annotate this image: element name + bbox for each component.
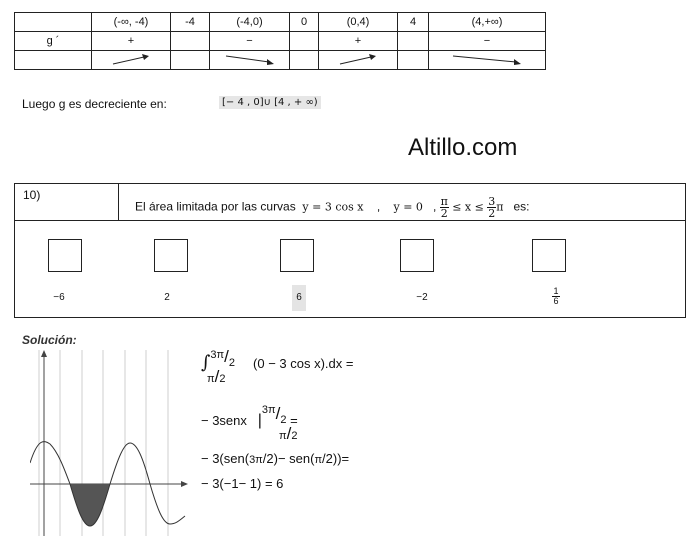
option-label-5: $\frac{1}{6}$	[553, 286, 559, 306]
separator-1: ,	[376, 199, 381, 214]
decreasing-interval: [− 4 , 0]∪ [4 , + ∞)	[219, 96, 321, 109]
antiderivative: − 3senx	[201, 413, 247, 428]
upper-limit-den: 2	[228, 357, 235, 369]
sign-cell-4	[290, 32, 319, 51]
option-checkbox-1[interactable]	[48, 239, 82, 272]
upper-bound-pi: π	[496, 200, 504, 214]
question-text	[135, 196, 529, 219]
question-number: 10)	[15, 184, 119, 220]
option-checkbox-5[interactable]	[532, 239, 566, 272]
sign-table-header-2: -4	[171, 13, 210, 32]
sign-table-header-3: (-4,0)	[210, 13, 290, 32]
upper-limit: 3π	[210, 349, 225, 361]
option-checkbox-4[interactable]	[400, 239, 434, 272]
sign-table-header-4: 0	[290, 13, 319, 32]
question-prefix: El área limitada por las curvas	[135, 199, 296, 214]
option-label-3: 6	[292, 285, 306, 311]
lower-bound-fraction: $\frac{\pi}{2}$	[440, 195, 448, 220]
derivative-label: g ´	[15, 32, 92, 51]
arrow-empty-3	[398, 51, 429, 70]
option-label-1: −6	[53, 292, 65, 303]
option-checkbox-3[interactable]	[280, 239, 314, 272]
sign-cell-1: +	[92, 32, 171, 51]
arrow-down-icon	[429, 51, 546, 70]
conclusion-text: Luego g es decreciente en:	[22, 97, 167, 111]
arrow-empty-2	[290, 51, 319, 70]
arrow-empty-1	[171, 51, 210, 70]
solution-title: Solución:	[22, 333, 77, 347]
sign-cell-6	[398, 32, 429, 51]
inequality: ≤ x ≤	[452, 200, 484, 214]
question-box	[14, 183, 686, 318]
solution-line-3: − 3(sen(3π/2)− sen(π/2))=	[201, 451, 350, 466]
sign-cell-7: −	[429, 32, 546, 51]
lower-limit-den: 2	[219, 373, 226, 385]
sign-cell-5: +	[319, 32, 398, 51]
solution-line-4: − 3(−1− 1) = 6	[201, 476, 284, 491]
question-suffix: es:	[513, 199, 530, 214]
sign-table-header-7: (4,+∞)	[429, 13, 546, 32]
cosine-graph	[30, 348, 190, 538]
integrand: (0 − 3 cos x).dx =	[253, 356, 354, 371]
curve-2: y = 0	[393, 200, 423, 214]
upper-bound-fraction: $\frac{3}{2}$	[488, 195, 496, 220]
sign-table-header-6: 4	[398, 13, 429, 32]
sign-table	[14, 12, 546, 70]
question-divider	[15, 220, 685, 221]
line2-equals: =	[290, 413, 298, 428]
lower-limit: π	[207, 373, 215, 385]
sign-table-header-1: (-∞, -4)	[92, 13, 171, 32]
integral-sign: ∫	[201, 352, 211, 373]
arrow-down-icon	[210, 51, 290, 70]
sign-table-header-5: (0,4)	[319, 13, 398, 32]
sign-cell-3: −	[210, 32, 290, 51]
solution-line-2: − 3senx $|^{3\pi}/2$ = π/2	[201, 404, 298, 443]
site-brand: Altillo.com	[408, 134, 518, 161]
solution-line-1: ∫$^{3\pi}$/2 (0 − 3 cos x).dx = π/2	[201, 347, 354, 386]
option-checkbox-2[interactable]	[154, 239, 188, 272]
arrow-up-icon	[92, 51, 171, 70]
arrow-up-icon	[319, 51, 398, 70]
sign-table-header-0	[15, 13, 92, 32]
sign-cell-2	[171, 32, 210, 51]
curve-1: y = 3 cos x	[302, 200, 364, 214]
separator-2: ,	[432, 199, 437, 214]
option-label-2: 2	[164, 292, 170, 303]
arrow-row-label	[15, 51, 92, 70]
option-label-4: −2	[416, 292, 428, 303]
